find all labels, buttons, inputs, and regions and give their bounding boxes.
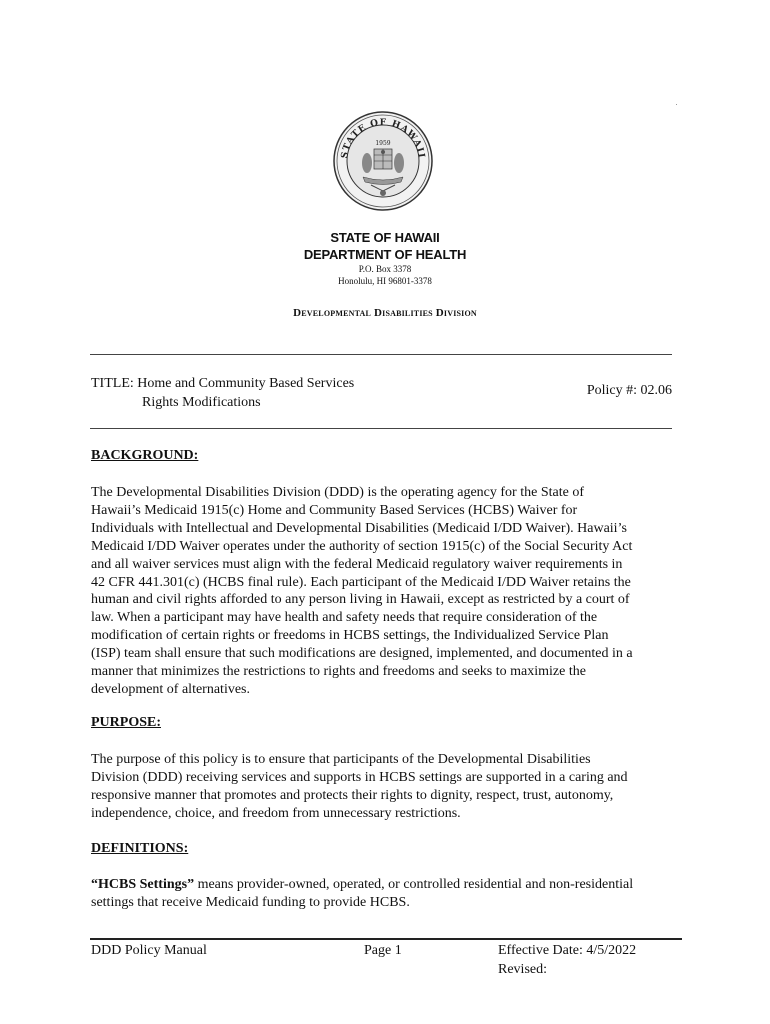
footer-rule [90, 938, 682, 940]
definition-hcbs-settings [91, 876, 681, 912]
paragraph-line: law. When a participant may have health and safety needs that require consideration of the [91, 610, 598, 626]
definitions-heading: DEFINITIONS: [91, 841, 189, 856]
footer-page-number: Page 1 [364, 943, 402, 958]
background-paragraph [91, 484, 681, 699]
policy-title [91, 374, 354, 412]
footer-manual: DDD Policy Manual [91, 943, 207, 958]
scan-speck [676, 104, 677, 105]
paragraph-line: independence, choice, and freedom from unnecessary restrictions. [91, 805, 461, 821]
paragraph-line: The purpose of this policy is to ensure that participants of the Developmental Disabilities [91, 752, 591, 767]
title-line-1: TITLE: Home and Community Based Services [91, 376, 355, 391]
paragraph-line: Medicaid I/DD Waiver operates under the authority of section 1915(c) of the Social Security Act [91, 538, 633, 554]
paragraph-line: Individuals with Intellectual and Developmental Disabilities (Medicaid I/DD Waiver). Hawaii’s [91, 520, 627, 536]
paragraph-line: Division (DDD) receiving services and supports in HCBS settings are supported in a caring and [91, 769, 628, 785]
state-seal-logo [333, 111, 433, 211]
revised-date: Revised: [498, 962, 547, 977]
paragraph-line [91, 876, 681, 894]
paragraph-line: settings that receive Medicaid funding to provide HCBS. [91, 894, 410, 910]
policy-number: Policy #: 02.06 [586, 383, 672, 398]
city-address: Honolulu, HI 96801-3378 [338, 276, 432, 286]
effective-date: Effective Date: 4/5/2022 [498, 943, 637, 958]
paragraph-line: The Developmental Disabilities Division (DDD) is the operating agency for the State of [91, 485, 584, 500]
po-box: P.O. Box 3378 [358, 264, 412, 274]
division-name: Developmental Disabilities Division [293, 307, 477, 319]
paragraph-line: manner that minimizes the restrictions to rights and freedoms and seeks to maximize the [91, 664, 586, 680]
svg-text:STATE OF HAWAII: STATE OF HAWAII [339, 117, 426, 160]
title-bottom-rule [90, 428, 672, 429]
department-name: DEPARTMENT OF HEALTH [303, 247, 467, 262]
paragraph-line: and all waiver services must align with the federal Medicaid regulatory waiver requirements in [91, 556, 623, 572]
paragraph-line: development of alternatives. [91, 681, 250, 697]
paragraph-line: Hawaii’s Medicaid 1915(c) Home and Community Based Services (HCBS) Waiver for [91, 502, 578, 518]
title-top-rule [90, 354, 672, 355]
background-heading: BACKGROUND: [91, 448, 199, 463]
paragraph-line: 42 CFR 441.301(c) (HCBS final rule). Each participant of the Medicaid I/DD Waiver retains the [91, 574, 631, 590]
title-line-2: Rights Modifications [142, 395, 261, 410]
definition-term: “HCBS Settings” [91, 877, 195, 892]
state-name: STATE OF HAWAII [330, 230, 440, 245]
paragraph-line: (ISP) team shall ensure that such modifications are designed, implemented, and documented in a [91, 646, 633, 662]
seal-year: 1959 [375, 140, 391, 147]
paragraph-line: responsive manner that promotes and protects their rights to dignity, respect, trust, autonomy, [91, 787, 614, 803]
purpose-paragraph [91, 751, 681, 823]
footer-dates [498, 941, 636, 979]
purpose-heading: PURPOSE: [91, 715, 161, 730]
definition-text: means provider-owned, operated, or controlled residential and non-residential [194, 877, 634, 892]
paragraph-line: human and civil rights afforded to any person living in Hawaii, except as restricted by a court of [91, 592, 630, 608]
paragraph-line: modification of certain rights or freedoms in HCBS settings, the Individualized Service Plan [91, 628, 609, 644]
